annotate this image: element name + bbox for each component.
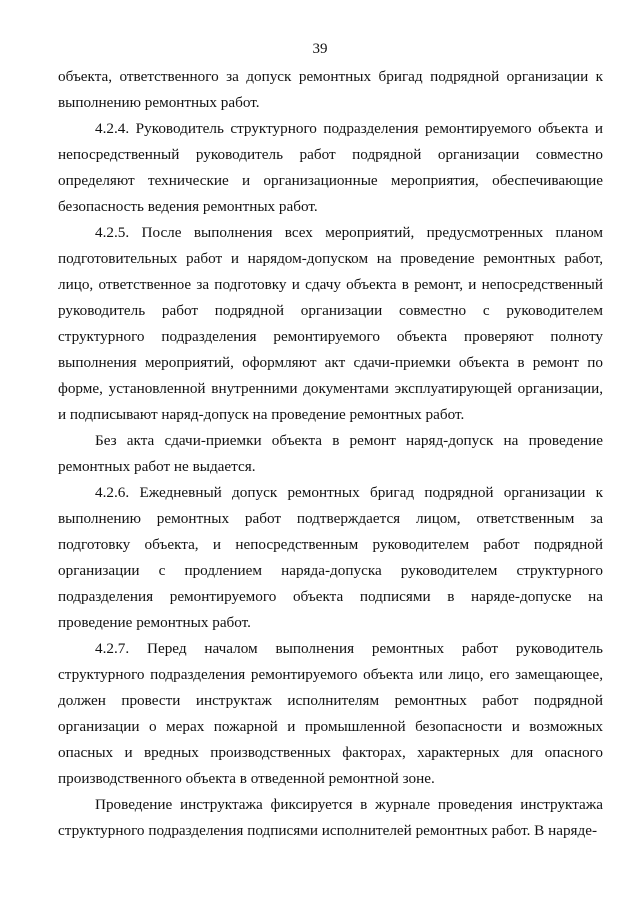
- paragraph-4-2-5: 4.2.5. После выполнения всех мероприятий, предусмотренных планом подготовительных работ и нарядом-допуском на проведение ремонтных работ, лицо, ответственное за подготовку и сдачу объекта в ремонт, и непосредственный руководитель работ подрядной организации совместно с руководителем структурного подразделения ремонтируемого объекта проверяют полноту выполнения мероприятий, оформляют акт сдачи-приемки объекта в ремонт по форме, установленной внутренними документами эксплуатирующей организации, и подписывают наряд-допуск на проведение ремонтных работ.: [58, 224, 603, 423]
- paragraph-continuation: объекта, ответственного за допуск ремонтных бригад подрядной организации к выполнению ремонтных работ.: [58, 68, 603, 111]
- document-body: [58, 64, 603, 844]
- paragraph-briefing: Проведение инструктажа фиксируется в журнале проведения инструктажа структурного подразделения подписями исполнителей ремонтных работ. В наряде-: [58, 796, 603, 839]
- paragraph-4-2-6: 4.2.6. Ежедневный допуск ремонтных бригад подрядной организации к выполнению ремонтных работ подтверждается лицом, ответственным за подготовку объекта, и непосредственным руководителем работ подрядной организации с продлением наряда-допуска руководителем структурного подразделения ремонтируемого объекта подписями в наряде-допуске на проведение ремонтных работ.: [58, 484, 603, 631]
- paragraph-4-2-7: 4.2.7. Перед началом выполнения ремонтных работ руководитель структурного подразделения ремонтируемого объекта или лицо, его замещающее, должен провести инструктаж исполнителям ремонтных работ подрядной организации о мерах пожарной и промышленной безопасности и возможных опасных и вредных производственных факторах, характерных для опасного производственного объекта в отведенной ремонтной зоне.: [58, 640, 603, 787]
- page-number: 39: [312, 41, 328, 57]
- paragraph-4-2-4: 4.2.4. Руководитель структурного подразделения ремонтируемого объекта и непосредственный руководитель работ подрядной организации совместно определяют технические и организационные мероприятия, обеспечивающие безопасность ведения ремонтных работ.: [58, 120, 603, 215]
- paragraph-no-act: Без акта сдачи-приемки объекта в ремонт наряд-допуск на проведение ремонтных работ не выдается.: [58, 432, 603, 475]
